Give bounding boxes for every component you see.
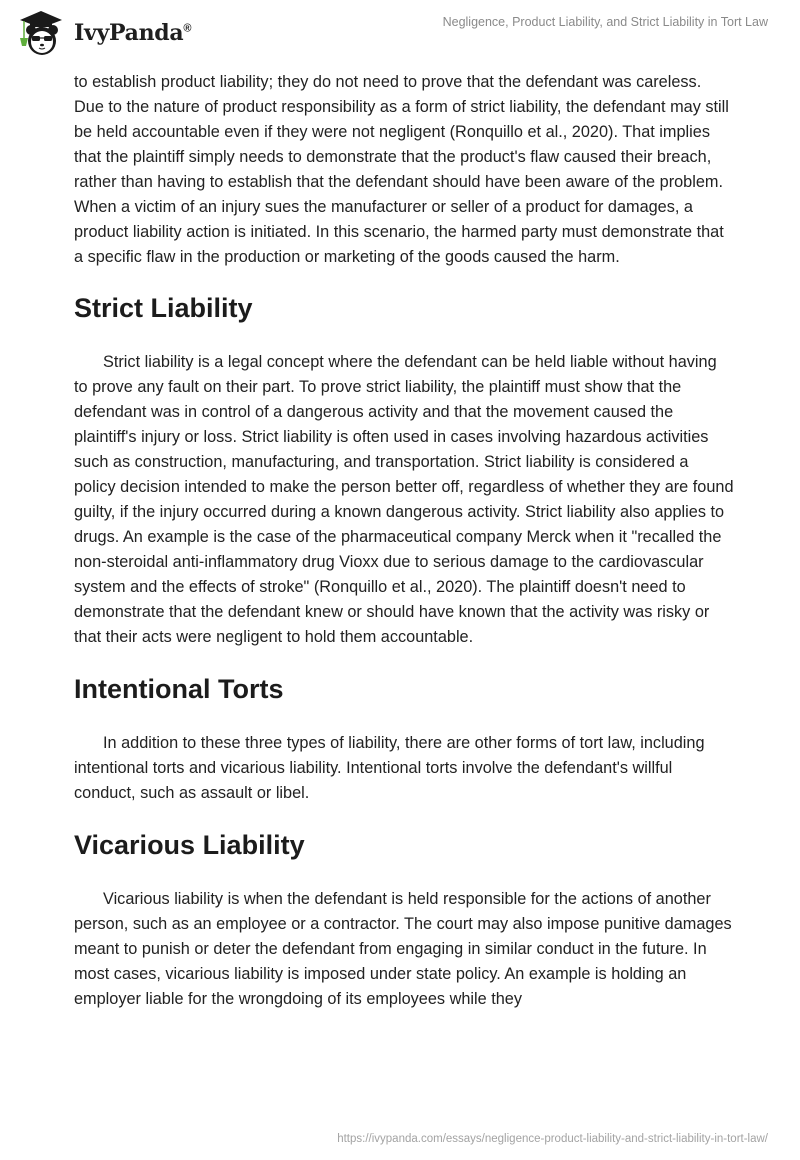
section-heading: Strict Liability xyxy=(74,293,253,323)
section-strict-liability xyxy=(74,292,734,650)
section-heading: Intentional Torts xyxy=(74,674,284,704)
page-header xyxy=(0,0,800,64)
paragraph: Vicarious liability is when the defendant is held responsible for the actions of another person, such as an employee or a contractor. The court may also impose punitive damages meant to punish or deter the defendant from engaging in similar conduct in the future. In most cases, vicarious liability is imposed under state policy. An example is holding an employer liable for the wrongdoing of its employees while they xyxy=(74,890,732,1008)
paragraph: In addition to these three types of liability, there are other forms of tort law, including intentional torts and vicarious liability. Intentional torts involve the defendant's willful conduct, such as assault or libel. xyxy=(74,734,705,802)
panda-graduation-cap-icon xyxy=(16,8,66,58)
section-vicarious-liability xyxy=(74,829,734,1012)
section-heading: Vicarious Liability xyxy=(74,830,305,860)
paragraph: to establish product liability; they do not need to prove that the defendant was careless. Due to the nature of product responsibility as a form of strict liability, the defendant may still be held accountable even if they were not negligent (Ronquillo et al., 2020). That implies that the plaintiff simply needs to demonstrate that the product's flaw caused their breach, rather than having to establish that the defendant should have been aware of the problem. When a victim of an injury sues the manufacturer or seller of a product for damages, a product liability action is initiated. In this scenario, the harmed party must demonstrate that a specific flaw in the production or marketing of the goods caused the harm. xyxy=(74,73,729,266)
ivypanda-logo[interactable] xyxy=(16,8,191,58)
essay-content xyxy=(74,70,734,1012)
registered-mark: ® xyxy=(183,22,192,35)
logo-wordmark xyxy=(74,20,191,46)
paragraph: Strict liability is a legal concept where the defendant can be held liable without having to prove any fault on their part. To prove strict liability, the plaintiff must show that the defendant was in control of a dangerous activity and that the movement caused the plaintiff's injury or loss. Strict liability is often used in cases involving hazardous activities such as construction, manufacturing, and transportation. Strict liability is considered a policy decision intended to make the person better off, regardless of whether they are found guilty, if the injury occurred during a known dangerous activity. Strict liability also applies to drugs. An example is the case of the pharmaceutical company Merck when it "recalled the non-steroidal anti-inflammatory drug Vioxx due to serious damage to the cardiovascular system and the effects of stroke" (Ronquillo et al., 2020). The plaintiff doesn't need to demonstrate that the defendant knew or should have known that the activity was risky or that their acts were negligent to hold them accountable. xyxy=(74,353,734,646)
section-product-liability-continued xyxy=(74,70,734,270)
section-intentional-torts xyxy=(74,673,734,806)
logo-text: IvyPanda xyxy=(74,20,184,46)
source-url-link[interactable]: https://ivypanda.com/essays/negligence-product-liability-and-strict-liability-in-tort-law/ xyxy=(337,1133,768,1145)
document-title: Negligence, Product Liability, and Strict Liability in Tort Law xyxy=(442,15,768,29)
